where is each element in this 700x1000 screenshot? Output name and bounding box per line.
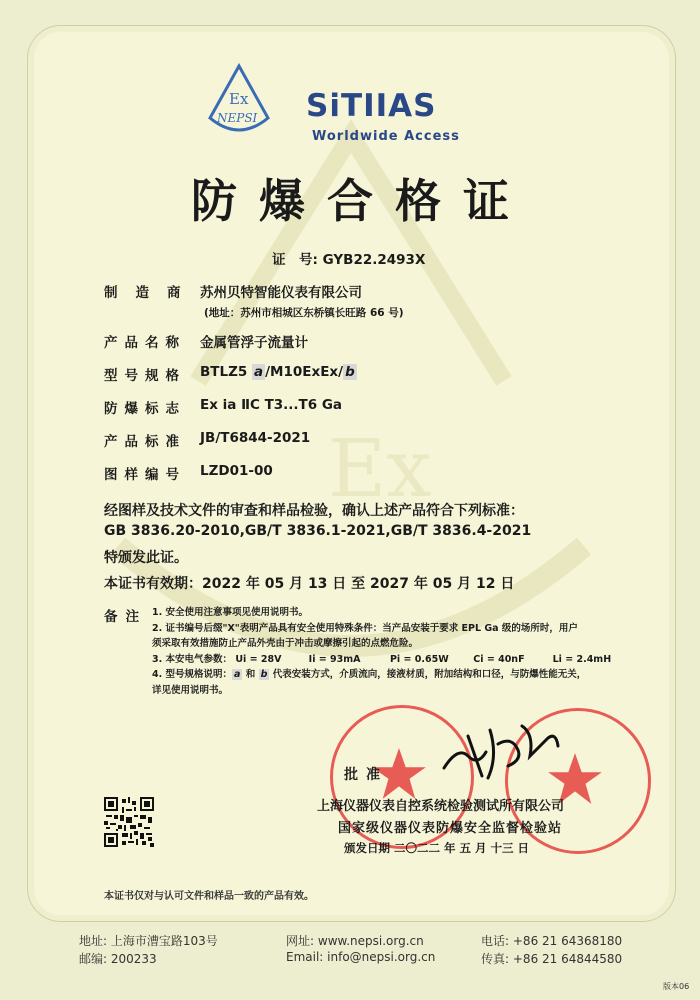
field-label: 防爆标志 (104, 401, 186, 417)
param-pi: Pi = 0.65W (389, 653, 449, 665)
note-4-prefix: 4. 型号规格说明： (152, 669, 233, 680)
field-label: 图样编号 (104, 467, 186, 483)
field-value: 金属管浮子流量计 (200, 335, 308, 351)
footer-email (286, 950, 435, 964)
note-4-and: 和 (242, 669, 259, 680)
statement-standards: GB 3836.20-2010,GB/T 3836.1-2021,GB/T 3836.4-2021 (104, 523, 532, 539)
model-var-a: a (254, 364, 264, 380)
note-2-cont: 须采取有效措施防止产品外壳由于冲击或摩擦引起的点燃危险。 (152, 638, 419, 649)
web-value: www.nepsi.org.cn (317, 934, 424, 948)
note-4-var-a: a (234, 669, 241, 680)
statement-line-1: 经图样及技术文件的审查和样品检验，确认上述产品符合下列标准： (104, 503, 524, 519)
phone-label: 电话: (481, 934, 510, 948)
field-manufacturer (104, 281, 362, 301)
approval-label: 批准 (344, 767, 388, 783)
statement-line-3: 特颁发此证。 (104, 550, 188, 566)
field-label: 型号规格 (104, 368, 186, 384)
fax-value: +86 21 64844580 (512, 952, 623, 966)
footer-website (286, 932, 424, 949)
certificate-title: 防爆合格证 (191, 174, 531, 228)
field-value: 苏州贝特智能仪表有限公司 (200, 285, 362, 301)
note-1: 1. 安全使用注意事项见使用说明书。 (152, 607, 309, 618)
issuer-org-1: 上海仪器仪表自控系统检验测试所有限公司 (317, 799, 565, 814)
note-4-text: 代表安装方式，介质流向，接液材质，附加结构和口径，与防爆性能无关， (269, 669, 587, 680)
field-model (104, 364, 357, 384)
model-var-b: b (345, 364, 355, 380)
zip-value: 200233 (110, 952, 157, 966)
manufacturer-address: (地址：苏州市相城区东桥镇长旺路 66 号) (204, 307, 404, 319)
field-value: JB/T6844-2021 (200, 430, 311, 446)
param-ci: Ci = 40nF (473, 653, 525, 665)
validity-footnote: 本证书仅对与认可文件和样品一致的产品有效。 (104, 891, 314, 902)
issue-date: 颁发日期 二〇二二 年 五 月 十三 日 (344, 841, 530, 855)
fax-label: 传真: (481, 952, 510, 966)
sitiias-tagline: Worldwide Access (312, 129, 460, 144)
field-label: 产品名称 (104, 335, 186, 351)
note-3 (152, 652, 622, 668)
validity-period: 本证书有效期：2022 年 05 月 13 日 至 2027 年 05 月 12 日 (104, 576, 515, 592)
field-label: 产品标准 (104, 434, 186, 450)
note-4-cont: 详见使用说明书。 (152, 684, 229, 696)
signature-icon (438, 716, 564, 786)
note-2: 2. 证书编号后缀"X"表明产品具有安全使用特殊条件：当产品安装于要求 EPL Ga 级的场所时，用户 (152, 622, 578, 634)
note-4 (152, 667, 622, 683)
notes-list (152, 605, 622, 698)
field-value (200, 364, 357, 384)
sitiias-logo: SiTIIAS (306, 88, 437, 124)
version-label: 版本06 (663, 982, 690, 991)
model-prefix: BTLZ5 (200, 364, 248, 380)
qr-code (104, 797, 154, 847)
param-ii: Ii = 93mA (308, 653, 361, 665)
footer-address (79, 932, 218, 949)
nepsi-logo-text: NEPSI (217, 111, 258, 125)
address-value: 上海市漕宝路103号 (110, 934, 218, 948)
address-label: 地址: (79, 934, 108, 948)
field-ex-marking (104, 397, 342, 417)
notes-label: 备注 (104, 609, 147, 625)
field-value: LZD01-00 (200, 463, 273, 479)
field-drawing-no (104, 463, 273, 483)
ex-nepsi-logo (204, 62, 274, 144)
field-value: Ex ia ⅡC T3...T6 Ga (200, 397, 343, 413)
ex-logo-text: Ex (229, 90, 249, 108)
footer-phone (481, 932, 622, 949)
email-value: info@nepsi.org.cn (327, 950, 436, 964)
phone-value: +86 21 64368180 (512, 934, 623, 948)
email-label: Email: (286, 950, 324, 964)
note-4-var-b: b (260, 669, 268, 680)
zip-label: 邮编: (79, 952, 108, 966)
certificate-number-label: 证 号: (272, 252, 318, 268)
svg-text:Ex: Ex (328, 422, 432, 515)
note-3-label: 3. 本安电气参数： (152, 653, 233, 665)
footer-fax (481, 950, 622, 967)
certificate-number-value: GYB22.2493X (322, 252, 426, 268)
model-mid: /M10ExEx/ (265, 364, 344, 380)
issuer-org-2: 国家级仪器仪表防爆安全监督检验站 (338, 821, 563, 836)
field-label: 制造商 (104, 285, 199, 301)
field-standard (104, 430, 310, 450)
param-ui: Ui = 28V (235, 653, 282, 665)
field-product-name (104, 331, 308, 351)
param-li: Li = 2.4mH (552, 653, 612, 665)
web-label: 网址: (286, 934, 315, 948)
footer-zip (79, 950, 157, 967)
certificate-number (272, 248, 425, 268)
